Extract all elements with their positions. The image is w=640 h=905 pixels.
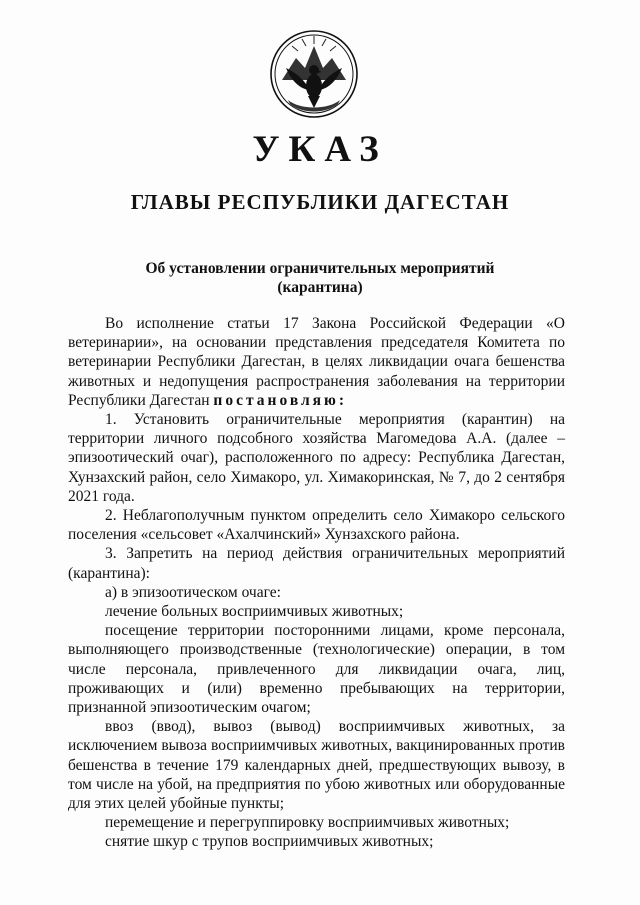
eagle-emblem-icon — [268, 28, 360, 120]
item-3a-2: посещение территории посторонними лицами, кроме персонала, выполняющего производственные (технологические) операции, в том числе персонала, привлеченного для ликвидации очага, лиц, проживающих и (или) временно пребывающих на территории, признанной эпизоотическим очагом; — [68, 622, 565, 717]
document-type-title: УКАЗ — [252, 129, 388, 170]
item-3: 3. Запретить на период действия ограничительных мероприятий (карантина): — [68, 545, 565, 582]
preamble-paragraph — [68, 314, 565, 410]
item-3a-5: снятие шкур с трупов восприимчивых животных; — [105, 833, 434, 851]
issuing-authority: ГЛАВЫ РЕСПУБЛИКИ ДАГЕСТАН — [130, 190, 510, 214]
item-3a-4: перемещение и перегруппировку восприимчивых животных; — [105, 814, 510, 832]
coat-of-arms-emblem — [268, 28, 360, 120]
preamble-text: Во исполнение статьи 17 Закона Российской Федерации «О ветеринарии», на основании представления председателя Комитета по ветеринарии Республики Дагестан, в целях ликвидации очага бешенства животных и недопущения распространения заболевания на территории Республики Дагестан — [68, 315, 565, 409]
item-3a: а) в эпизоотическом очаге: — [105, 583, 281, 601]
subject-line-2: (карантина) — [277, 279, 363, 296]
item-3a-3: ввоз (ввод), вывоз (вывод) восприимчивых животных, за исключением вывоза восприимчивых животных, вакцинированных против бешенства в течение 179 календарных дней, предшествующих вывозу, в том числе на убой, на предприятия по убою животных или оборудованные для этих целей убойные пункты; — [68, 718, 565, 813]
decree-body — [68, 314, 565, 852]
item-2: 2. Неблагополучным пунктом определить село Химакоро сельского поселения «сельсовет «Ахалчинский» Хунзахского района. — [68, 507, 565, 544]
decree-word: постановляю: — [213, 391, 348, 409]
item-1: 1. Установить ограничительные мероприятия (карантин) на территории личного подсобного хозяйства Магомедова А.А. (далее – эпизоотический очаг), расположенного по адресу: Республика Дагестан, Хунзахский район, село Химакоро, ул. Химакоринская, № 7, до 2 сентября 2021 года. — [68, 411, 565, 505]
item-3a-1: лечение больных восприимчивых животных; — [105, 603, 404, 621]
subject-line-1: Об установлении ограничительных мероприятий — [145, 260, 495, 277]
decree-subject — [120, 259, 520, 297]
